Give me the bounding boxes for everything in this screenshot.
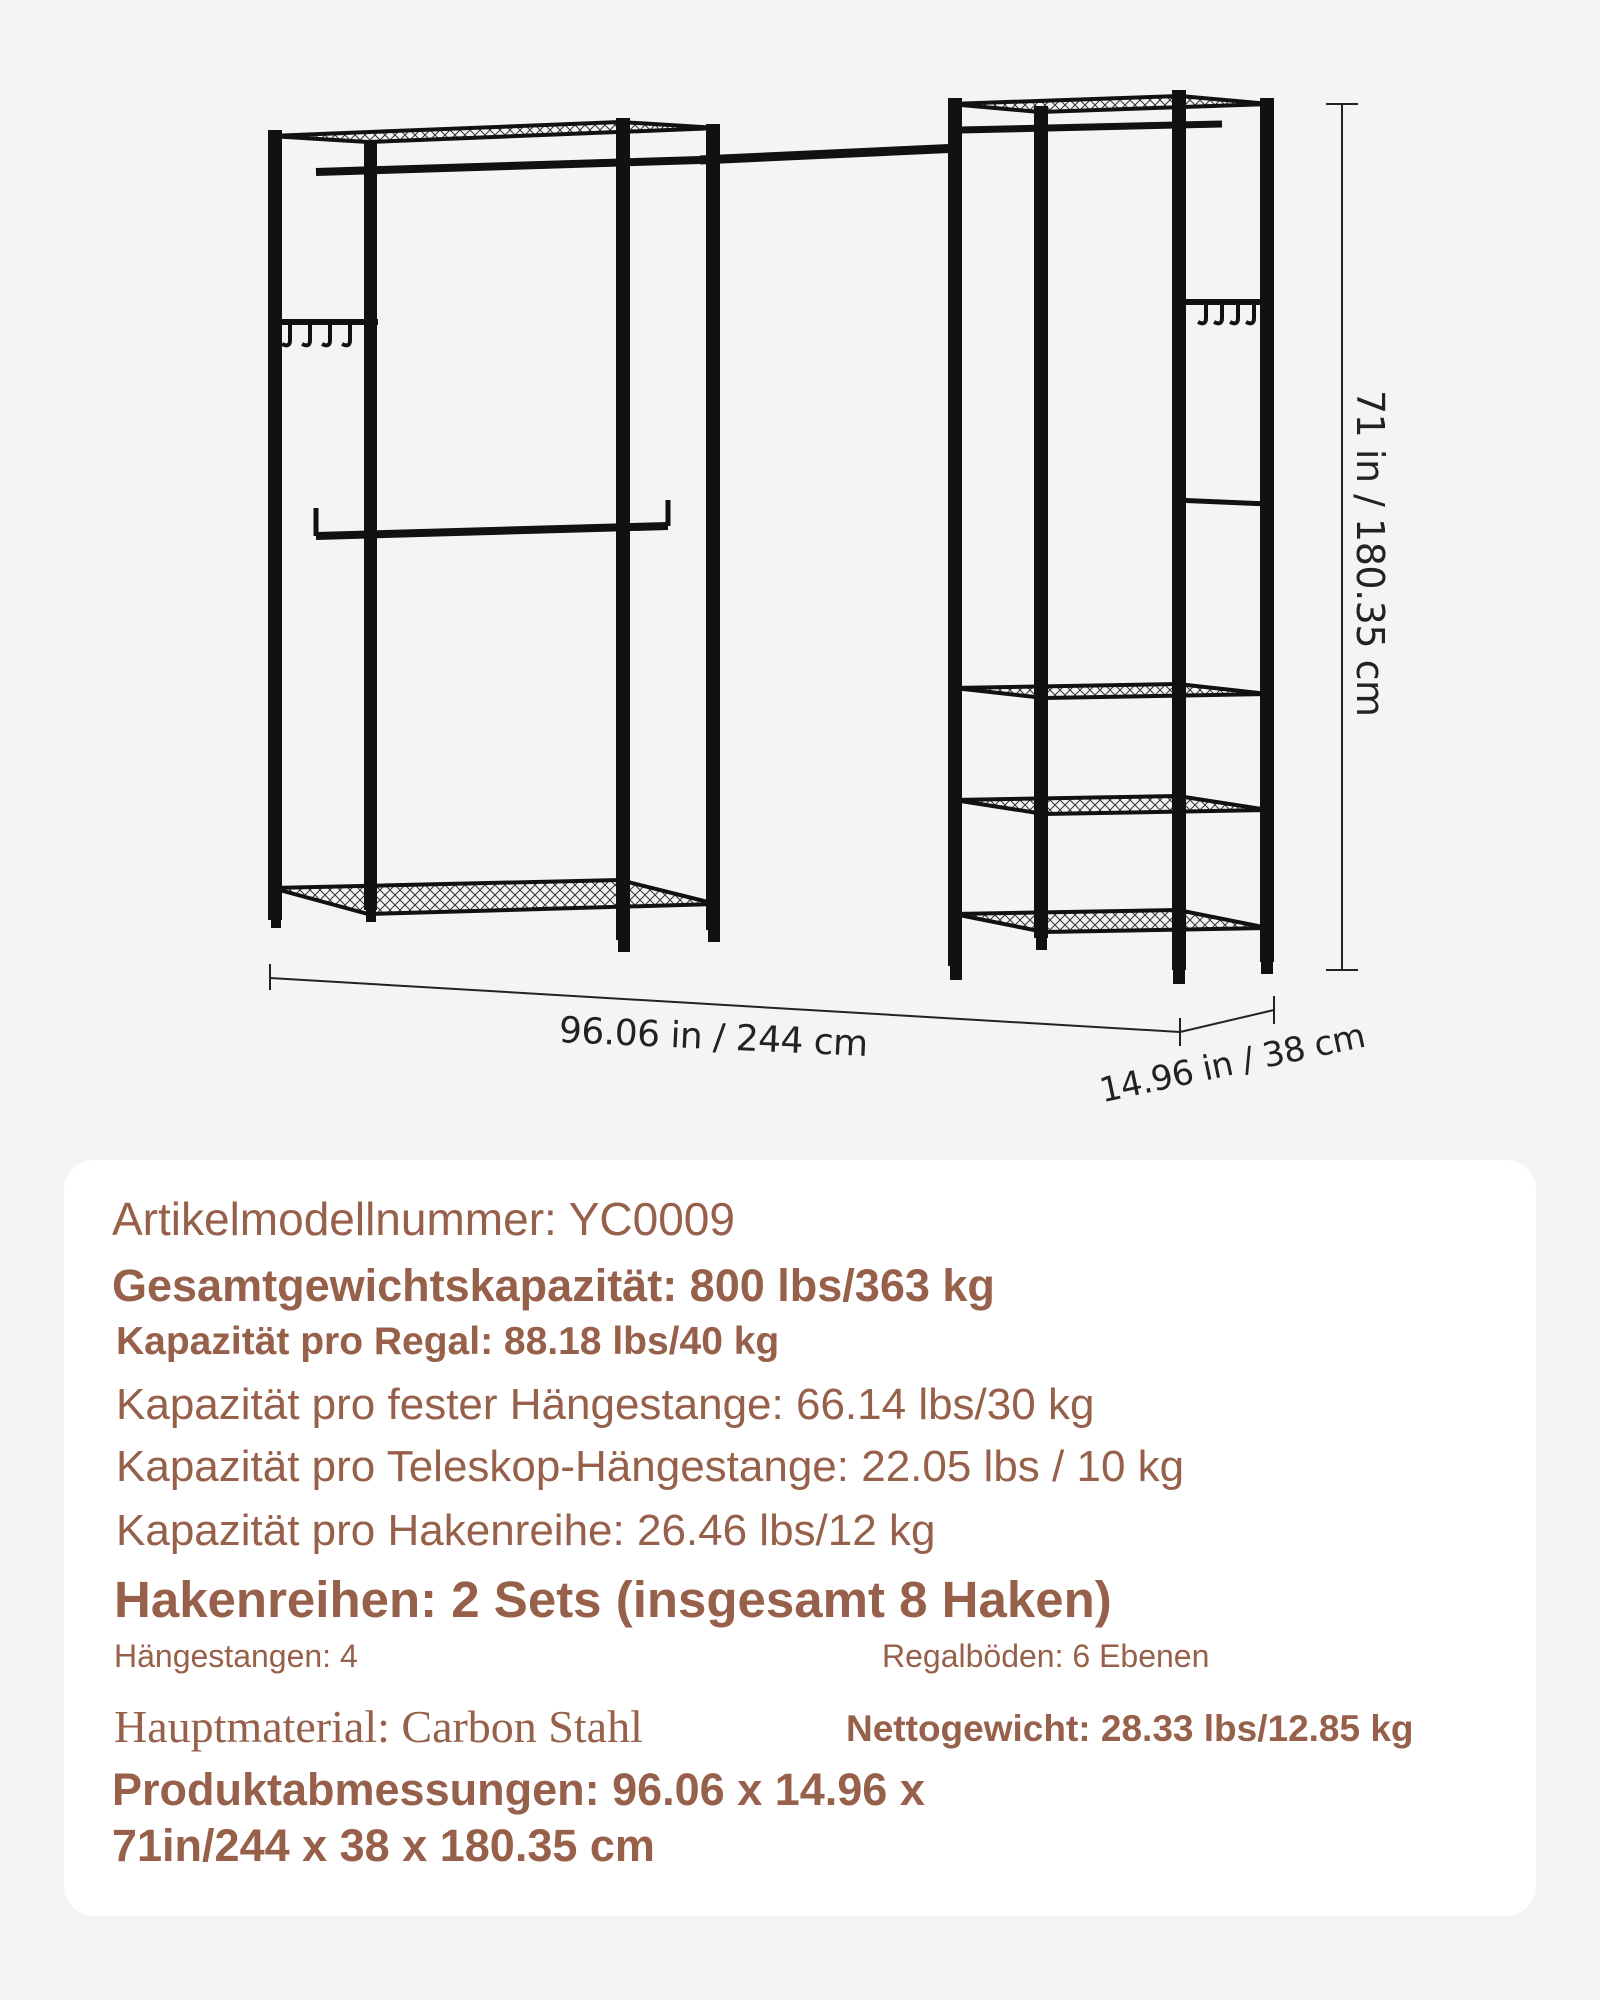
right-post-front-left xyxy=(948,98,962,966)
left-bottom-shelf xyxy=(272,880,716,914)
right-shelf-4 xyxy=(954,796,1268,814)
depth-dimension-line xyxy=(1180,1010,1274,1032)
shelf-capacity: Kapazität pro Regal: 88.18 lbs/40 kg xyxy=(116,1320,780,1363)
shelf-count: Regalböden: 6 Ebenen xyxy=(882,1638,1210,1674)
left-post-front-left xyxy=(268,130,282,920)
hook-row-capacity: Kapazität pro Hakenreihe: 26.46 lbs/12 kg xyxy=(116,1506,936,1555)
right-shelf-2 xyxy=(1174,500,1268,504)
right-foot-4 xyxy=(1261,958,1273,974)
telescopic-rod xyxy=(700,148,960,160)
net-weight: Nettogewicht: 28.33 lbs/12.85 kg xyxy=(846,1708,1414,1749)
left-foot-3 xyxy=(618,934,630,952)
left-foot-4 xyxy=(708,924,720,942)
right-shelf-5 xyxy=(954,910,1268,932)
right-post-back-right xyxy=(1260,98,1274,962)
width-dimension-label: 96.06 in / 244 cm xyxy=(558,1010,869,1065)
left-post-back-right xyxy=(706,124,720,930)
left-hooks xyxy=(282,322,350,345)
telescopic-rod-capacity: Kapazität pro Teleskop-Hängestange: 22.05 lbs / 10 kg xyxy=(116,1442,1185,1491)
product-dimensions-line2: 71in/244 x 38 x 180.35 cm xyxy=(112,1820,655,1871)
right-top-shelf xyxy=(950,96,1270,112)
specification-card xyxy=(64,1160,1536,1916)
left-post-back-left xyxy=(364,140,377,910)
right-hooks xyxy=(1198,302,1254,323)
left-rack-unit xyxy=(268,118,720,952)
model-number: Artikelmodellnummer: YC0009 xyxy=(112,1193,735,1245)
right-rack-unit xyxy=(948,90,1274,984)
rod-count: Hängestangen: 4 xyxy=(114,1638,358,1674)
main-material: Hauptmaterial: Carbon Stahl xyxy=(114,1701,643,1752)
right-shelf-3 xyxy=(954,684,1268,698)
height-dimension-label: 71 in / 180.35 cm xyxy=(1348,390,1392,717)
right-post-back-left xyxy=(1034,106,1048,938)
fixed-rod-capacity: Kapazität pro fester Hängestange: 66.14 lbs/30 kg xyxy=(116,1380,1095,1429)
right-post-front-right xyxy=(1172,90,1186,970)
depth-dimension-label: 14.96 in / 38 cm xyxy=(1096,1015,1369,1112)
product-dimensions-line1: Produktabmessungen: 96.06 x 14.96 x xyxy=(112,1764,925,1815)
hook-rows: Hakenreihen: 2 Sets (insgesamt 8 Haken) xyxy=(114,1571,1112,1628)
right-foot-3 xyxy=(1173,966,1185,984)
right-foot-1 xyxy=(950,962,962,980)
total-capacity: Gesamtgewichtskapazität: 800 lbs/363 kg xyxy=(112,1260,995,1311)
left-top-shelf xyxy=(270,122,718,142)
left-foot-2 xyxy=(366,906,376,922)
left-foot-1 xyxy=(271,912,281,928)
right-foot-2 xyxy=(1036,934,1047,950)
